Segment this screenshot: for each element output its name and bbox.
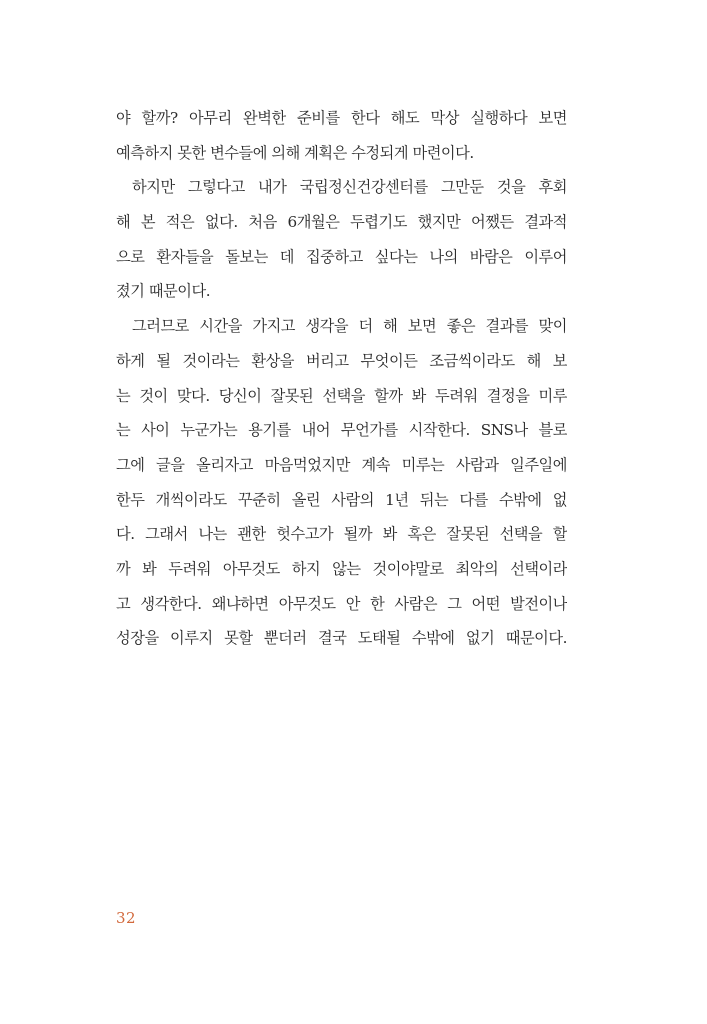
text-line: 는 사이 누군가는 용기를 내어 무언가를 시작한다. SNS나 블로 — [116, 421, 567, 440]
text-line: 까 봐 두려워 아무것도 하지 않는 것이야말로 최악의 선택이라 — [116, 559, 567, 578]
text-line: 해 본 적은 없다. 처음 6개월은 두렵기도 했지만 어쨌든 결과적 — [116, 213, 567, 232]
text-line: 야 할까? 아무리 완벽한 준비를 한다 해도 막상 실행하다 보면 — [116, 109, 567, 127]
text-line: 예측하지 못한 변수들에 의해 계획은 수정되게 마련이다. — [116, 143, 474, 162]
text-line: 다. 그래서 나는 괜한 헛수고가 될까 봐 혹은 잘못된 선택을 할 — [116, 525, 567, 544]
page-number: 32 — [116, 909, 137, 927]
text-line: 하지만 그렇다고 내가 국립정신건강센터를 그만둔 것을 후회 — [132, 178, 567, 197]
text-line: 성장을 이루지 못할 뿐더러 결국 도태될 수밖에 없기 때문이다. — [116, 629, 567, 648]
text-line: 한두 개씩이라도 꾸준히 올린 사람의 1년 뒤는 다를 수밖에 없 — [116, 490, 567, 509]
text-line: 그에 글을 올리자고 마음먹었지만 계속 미루는 사람과 일주일에 — [116, 455, 567, 474]
body-text — [116, 101, 567, 656]
text-line: 는 것이 맞다. 당신이 잘못된 선택을 할까 봐 두려워 결정을 미루 — [116, 386, 567, 405]
text-line: 하게 될 것이라는 환상을 버리고 무엇이든 조금씩이라도 해 보 — [116, 351, 567, 370]
text-line: 고 생각한다. 왜냐하면 아무것도 안 한 사람은 그 어떤 발전이나 — [116, 594, 567, 613]
text-line: 그러므로 시간을 가지고 생각을 더 해 보면 좋은 결과를 맞이 — [132, 317, 567, 336]
text-line: 졌기 때문이다. — [116, 282, 211, 301]
text-line: 으로 환자들을 돌보는 데 집중하고 싶다는 나의 바람은 이루어 — [116, 247, 567, 266]
